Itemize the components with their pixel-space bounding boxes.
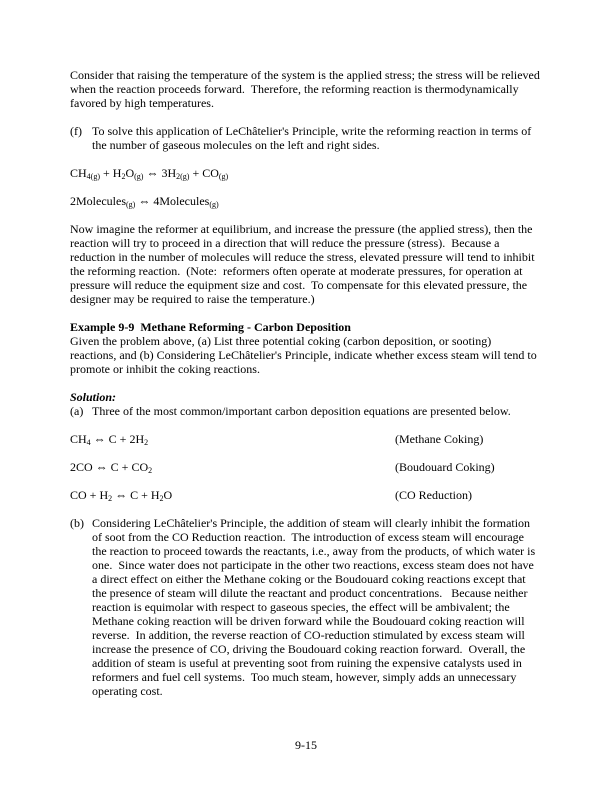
equation-label-methane-coking: (Methane Coking)	[395, 432, 484, 446]
list-item-a-label: (a)	[70, 404, 84, 418]
list-item-f-text: To solve this application of LeChâtelier's Principle, write the reforming reaction in terms of the number of gaseous molecules on the left and right sides.	[92, 124, 535, 152]
equation-reforming-reaction: $CH_{4(g)} + H_2O_{(g)}$ ⇔ $3H_{2(g)} + CO_{(g)}$	[70, 166, 229, 181]
page-number: 9-15	[295, 738, 317, 752]
equation-boudouard-coking: 2CO ⇔ $C + CO_2$	[70, 460, 153, 475]
list-item-b-label: (b)	[70, 516, 84, 530]
equation-label-boudouard-coking: (Boudouard Coking)	[395, 460, 495, 474]
list-item-f-label: (f)	[70, 124, 82, 138]
example-heading: Example 9-9 Methane Reforming - Carbon Deposition	[70, 320, 351, 334]
coking-equation-row-methane	[70, 432, 540, 446]
example-problem-statement: Given the problem above, (a) List three potential coking (carbon deposition, or sooting) reactions, and (b) Considering LeChâtelier's Principle, indicate whether excess steam will tend to promote or inhibit the coking reactions.	[70, 334, 540, 376]
list-item-a	[70, 404, 540, 418]
list-item-f	[70, 124, 540, 152]
list-item-a-text: Three of the most common/important carbon deposition equations are presented below.	[92, 404, 511, 418]
list-item-b	[70, 516, 540, 698]
equation-label-co-reduction: (CO Reduction)	[395, 488, 472, 502]
equation-molecule-count: 2Molecules$_{(g)}$ ⇔ 4Molecules$_{(g)}$	[70, 194, 219, 209]
equation-co-reduction: CO + $H_2$ ⇔ $C + H_2O$	[70, 488, 173, 503]
equation-methane-coking: $CH_4$ ⇔ $C + 2H_2$	[70, 432, 149, 447]
list-item-b-text: Considering LeChâtelier's Principle, the addition of steam will clearly inhibit the formation of soot from the CO Reduction reaction. The introduction of excess steam will encourage the reaction to proceed towards the reactants, i.e., away from the products, of which water is one. Since water does not participate in the other two reactions, excess steam does not have a direct effect on either the Methane coking or the Boudouard coking reactions except that the presence of steam will dilute the reactant and product concentrations. Because neither reaction is equimolar with respect to gaseous species, the effect will be ambivalent; the Methane coking reaction will be driven forward while the Boudouard coking reaction will reverse. In addition, the reverse reaction of CO-reduction stimulated by excess steam will increase the presence of CO, driving the Boudouard coking reaction forward. Overall, the addition of steam is useful at preventing soot from ruining the expensive catalysts used in reformers and fuel cell systems. Too much steam, however, simply adds an unnecessary operating cost.	[92, 516, 539, 698]
coking-equation-row-boudouard	[70, 460, 540, 474]
solution-heading: Solution:	[70, 390, 117, 404]
paragraph-pressure-stress: Now imagine the reformer at equilibrium, and increase the pressure (the applied stress), then the reaction will try to proceed in a direction that will reduce the pressure (stress). Because a reduction in the number of molecules will reduce the stress, elevated pressure will tend to inhibit the reforming reaction. (Note: reformers often operate at moderate pressures, for operation at pressure will reduce the equipment size and cost. To compensate for this elevated pressure, the designer may be required to raise the temperature.)	[70, 222, 538, 306]
paragraph-temperature-stress: Consider that raising the temperature of the system is the applied stress; the stress will be relieved when the reaction proceeds forward. Therefore, the reforming reaction is thermodynamically favored by high temperatures.	[70, 68, 543, 110]
coking-equation-row-co-reduction	[70, 488, 540, 502]
